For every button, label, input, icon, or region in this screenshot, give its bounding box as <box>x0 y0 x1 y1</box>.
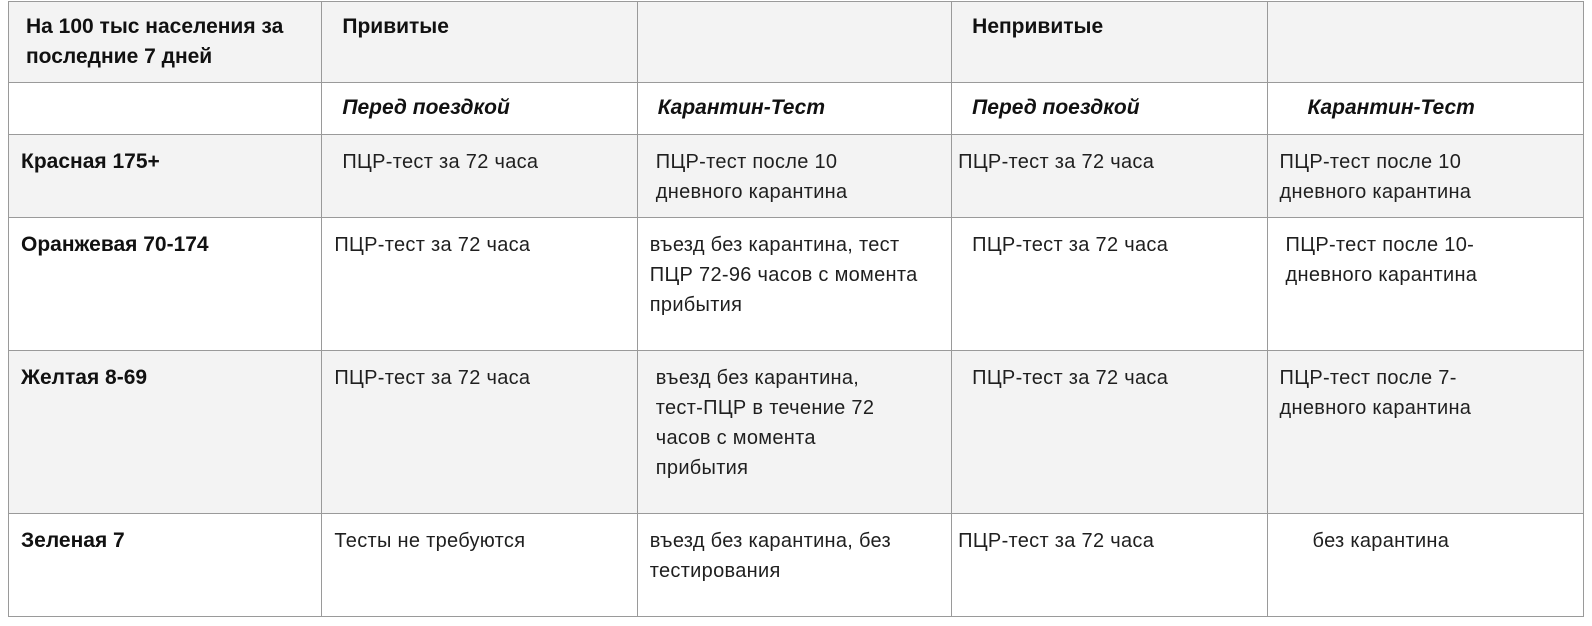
unvacc-before-cell <box>952 218 1267 351</box>
unvacc-before-cell <box>952 514 1267 617</box>
zone-label: Зеленая 7 <box>21 529 125 552</box>
subheader-vacc-quarantine-label: Карантин-Тест <box>657 96 826 119</box>
vacc-quarantine-text: въезд без карантина, без тестирования <box>649 530 892 582</box>
subheader-unvacc-before-label: Перед поездкой <box>972 96 1140 119</box>
table-row <box>9 135 1584 218</box>
vacc-before-cell <box>322 351 637 514</box>
unvacc-quarantine-cell <box>1267 135 1583 218</box>
table-row <box>9 514 1584 617</box>
subheader-vacc-quarantine-cell <box>637 83 951 135</box>
vacc-quarantine-text: въезд без карантина, тест ПЦР 72-96 часов с момента прибытия <box>649 234 918 316</box>
header-empty-cell <box>637 2 951 83</box>
vacc-quarantine-text: ПЦР-тест после 10 дневного карантина <box>655 151 848 203</box>
vacc-before-text: ПЦР-тест за 72 часа <box>342 151 539 173</box>
unvacc-before-cell <box>952 135 1267 218</box>
vacc-quarantine-cell <box>637 514 951 617</box>
vacc-quarantine-text: въезд без карантина, тест-ПЦР в течение 72 часов с момента прибытия <box>655 367 875 479</box>
unvacc-quarantine-cell <box>1267 218 1583 351</box>
unvacc-quarantine-text: без карантина <box>1312 530 1450 552</box>
subheader-vacc-before-label: Перед поездкой <box>342 96 510 119</box>
vacc-quarantine-cell <box>637 218 951 351</box>
table-row <box>9 351 1584 514</box>
row-label-cell <box>9 514 322 617</box>
unvacc-quarantine-cell <box>1267 351 1583 514</box>
header-unvaccinated-cell <box>952 2 1267 83</box>
unvacc-quarantine-text: ПЦР-тест после 7-дневного карантина <box>1279 367 1472 419</box>
table-row <box>9 218 1584 351</box>
row-label-cell <box>9 218 322 351</box>
vacc-quarantine-cell <box>637 135 951 218</box>
subheader-vacc-before-cell <box>322 83 637 135</box>
vacc-before-text: Тесты не требуются <box>334 530 526 552</box>
header-corner-cell <box>9 2 322 83</box>
vacc-before-cell <box>322 514 637 617</box>
header-corner-label: На 100 тыс населения за последние 7 дней <box>26 15 284 68</box>
zone-label: Оранжевая 70-174 <box>21 233 209 256</box>
header-vaccinated-cell <box>322 2 637 83</box>
table-subheader-row <box>9 83 1584 135</box>
vacc-before-cell <box>322 218 637 351</box>
zone-label: Красная 175+ <box>21 150 160 173</box>
header-unvaccinated-label: Непривитые <box>972 15 1104 38</box>
unvacc-before-text: ПЦР-тест за 72 часа <box>972 234 1169 256</box>
zone-label: Желтая 8-69 <box>21 366 148 389</box>
travel-rules-table <box>8 1 1584 617</box>
vacc-quarantine-cell <box>637 351 951 514</box>
unvacc-before-text: ПЦР-тест за 72 часа <box>972 367 1169 389</box>
subheader-empty-cell <box>9 83 322 135</box>
unvacc-quarantine-cell <box>1267 514 1583 617</box>
subheader-unvacc-quarantine-cell <box>1267 83 1583 135</box>
unvacc-quarantine-text: ПЦР-тест после 10-дневного карантина <box>1285 234 1478 286</box>
unvacc-quarantine-text: ПЦР-тест после 10 дневного карантина <box>1279 151 1472 203</box>
header-vaccinated-label: Привитые <box>342 15 449 38</box>
unvacc-before-text: ПЦР-тест за 72 часа <box>958 151 1155 173</box>
unvacc-before-cell <box>952 351 1267 514</box>
unvacc-before-text: ПЦР-тест за 72 часа <box>958 530 1155 552</box>
table-header-row <box>9 2 1584 83</box>
subheader-unvacc-before-cell <box>952 83 1267 135</box>
vacc-before-text: ПЦР-тест за 72 часа <box>334 367 531 389</box>
header-empty-cell <box>1267 2 1583 83</box>
vacc-before-cell <box>322 135 637 218</box>
vacc-before-text: ПЦР-тест за 72 часа <box>334 234 531 256</box>
row-label-cell <box>9 135 322 218</box>
row-label-cell <box>9 351 322 514</box>
subheader-unvacc-quarantine-label: Карантин-Тест <box>1307 96 1475 119</box>
